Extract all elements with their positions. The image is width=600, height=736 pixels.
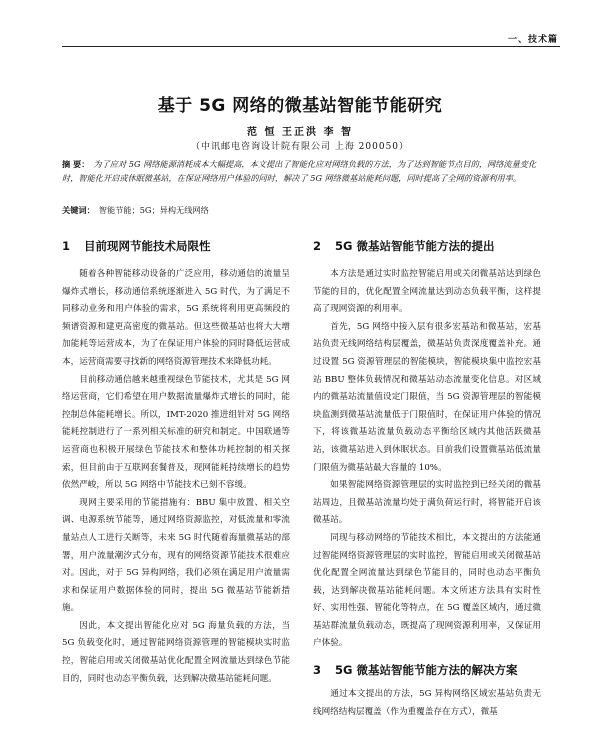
left-column (62, 236, 290, 688)
section-number: 3 (313, 663, 322, 678)
keywords-text: 智能节能；5G；异构无线网络 (98, 205, 209, 215)
paragraph: 目前移动通信越来越重视绿色节能技术，尤其是 5G 网络运营商，它们希望在用户数据流量爆炸式增长的同时，能控制总体能耗增长。所以，IMT-2020 推进组针对 5G 网络能耗控制进行了一系列相关标准的研究和制定。中国联通等运营商也积极开展绿色节能技术和整体功耗控制的相关探索，但目前由于互联网套餐普及，现网能耗持续增长的趋势依然严峻，所以 5G 网络中节能技术已刻不容缓。 (62, 374, 290, 491)
abstract (62, 157, 547, 185)
abstract-text: 为了应对 5G 网络能源消耗成本大幅提高，本文提出了智能化应对网络负载的方法，为了达到智能节点目的，网络流量变化时，智能化开启或休眠微基站，在保证网络用户体验的同时，解决了 5G 网络微基站能耗问题，同时提高了全网的资源利用率。 (62, 159, 537, 183)
paragraph: 因此，本文提出智能化应对 5G 海量负载的方法，当 5G 负载变化时，通过智能网络资源管理的智能模块实时监控，智能启用或关闭微基站优化配置全网流量达到绿色节能目的，同时也动态平衡负载，达到解决微基站能耗问题。 (62, 620, 290, 684)
section-heading-2 (313, 236, 541, 256)
section-heading-1 (62, 236, 290, 256)
authors: 范 恒 王正洪 李 智 (247, 127, 353, 138)
paragraph: 本方法是通过实时监控智能启用或关闭微基站达到绿色节能的目的，优化配置全网流量达到动态负载平衡，这样提高了现网资源的利用率。 (313, 269, 541, 315)
section-number: 2 (313, 239, 322, 253)
keywords (62, 203, 547, 217)
paragraph: 如果智能网络资源管理层的实时监控到已经关闭的微基站周边，且微基站流量均处于满负荷运行时，将智能开启该微基站。 (313, 480, 541, 526)
paragraph: 同现与移动网络的节能技术相比，本文提出的方法能通过智能网络资源管理层的实时监控，智能启用或关闭微基站优化配置全网流量达到绿色节能目的，同时也动态平衡负载，达到解决微基站能耗问题。本文所述方法具有实时性好、实用性强、智能化等特点，在 5G 覆盖区域内，通过微基站群流量负载动态，既提高了现网资源利用率，又保证用户体验。 (313, 532, 541, 649)
header-rule (62, 46, 560, 47)
keywords-label: 关键词： (62, 205, 95, 215)
section-number: 1 (62, 239, 71, 253)
paragraph: 通过本文提出的方法，5G 异构网络区域宏基站负责无线网络结构层覆盖（作为重覆盖存在方式），微基 (313, 689, 541, 717)
abstract-label: 摘 要： (62, 159, 90, 169)
section-title: 5G 微基站智能节能方法的解决方案 (335, 663, 518, 678)
section-title: 5G 微基站智能节能方法的提出 (335, 239, 495, 253)
paragraph: 现网主要采用的节能措施有：BBU 集中放置、相关空调、电源系统节能等，通过网络资源监控，对低流量和零流量站点人工进行关断等，未来 5G 时代随着海量微基站的部署，用户流量潮汐式分布，现有的网络资源节能技术很难应对。因此，对于 5G 异构网络，我们必须在满足用户流量需求和保证用户数据体验的同时，提出 5G 微基站节能新措施。 (62, 497, 290, 614)
affiliation: （中讯邮电咨询设计院有限公司 上海 200050） (190, 142, 410, 152)
right-column (313, 236, 541, 721)
paper-title: 基于 5G 网络的微基站智能节能研究 (157, 96, 443, 116)
section-heading-3 (313, 660, 541, 680)
section-title: 目前现网节能技术局限性 (84, 239, 211, 253)
running-header: 一、技术篇 (507, 35, 558, 45)
paragraph: 首先，5G 网络中接入层有很多宏基站和微基站，宏基站负责无线网络结构层覆盖，微基站负责深度覆盖补充。通过设置 5G 资源管理层的智能模块，智能模块集中监控宏基站 BBU 整体负载情况和微基站动态流量变化信息。对区域内的微基站流量值设定门限值，当 5G 资源管理层的智能模块监测到微基站流量低于门限值时，在保证用户体验的情况下，将该微基站流量负载动态平衡给区域内其他活跃微基站，该微基站进入到休眠状态。目前我们设置微基站低流量门限值为微基站最大容量的 10%。 (313, 321, 541, 473)
paragraph: 随着各种智能移动设备的广泛应用，移动通信的流量呈爆炸式增长，移动通信系统逐渐进入 5G 时代，为了满足不同移动业务和用户体验的需求，5G 系统将利用更高频段的频谱资源和建更高密度的微基站。但这些微基站也将大大增加能耗等运营成本，为了在保证用户体验的同时降低运营成本，运营商需要寻找新的网络资源管理技术来降低功耗。 (62, 269, 290, 367)
